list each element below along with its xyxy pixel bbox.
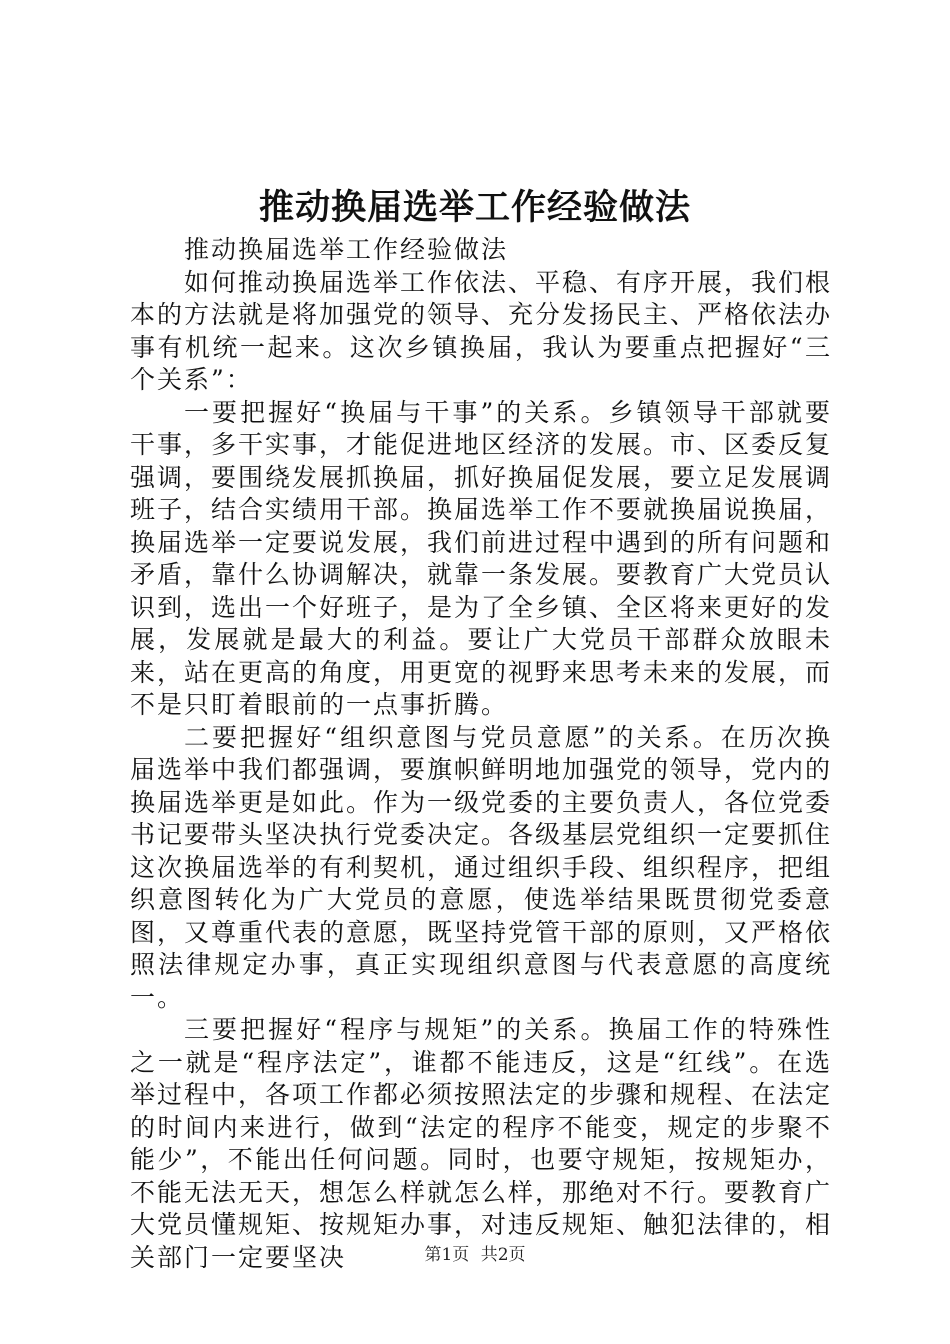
page-footer	[0, 1243, 950, 1267]
paragraph-point-three: 三要把握好“程序与规矩”的关系。换届工作的特殊性之一就是“程序法定”，谁都不能违反，这是“红线”。在选举过程中，各项工作都必须按照法定的步骤和规程、在法定的时间内来进行，做到“法定的程序不能变，规定的步聚不能少”，不能出任何问题。同时，也要守规矩，按规矩办，不能无法无天，想怎么样就怎么样，那绝对不行。要教育广大党员懂规矩、按规矩办事，对违反规矩、触犯法律的，相关部门一定要坚决	[130, 1015, 833, 1272]
document-title: 推动换届选举工作经验做法	[258, 187, 691, 228]
document-body	[130, 234, 832, 1274]
paragraph-subtitle: 推动换届选举工作经验做法	[184, 235, 509, 264]
paragraph-intro: 如何推动换届选举工作依法、平稳、有序开展，我们根本的方法就是将加强党的领导、充分发扬民主、严格依法办事有机统一起来。这次乡镇换届，我认为要重点把握好“三个关系”：	[130, 267, 833, 394]
page-total: 共2页	[480, 1245, 526, 1265]
page-number: 第1页	[424, 1245, 470, 1265]
paragraph-point-one: 一要把握好“换届与干事”的关系。乡镇领导干部就要干事，多干实事，才能促进地区经济的发展。市、区委反复强调，要围绕发展抓换届，抓好换届促发展，要立足发展调班子，结合实绩用干部。换届选举工作不要就换届说换届，换届选举一定要说发展，我们前进过程中遇到的所有问题和矛盾，靠什么协调解决，就靠一条发展。要教育广大党员认识到，选出一个好班子，是为了全乡镇、全区将来更好的发展，发展就是最大的利益。要让广大党员干部群众放眼未来，站在更高的角度，用更宽的视野来思考未来的发展，而不是只盯着眼前的一点事折腾。	[130, 397, 833, 719]
paragraph-point-two: 二要把握好“组织意图与党员意愿”的关系。在历次换届选举中我们都强调，要旗帜鲜明地加强党的领导，党内的换届选举更是如此。作为一级党委的主要负责人，各位党委书记要带头坚决执行党委决定。各级基层党组织一定要抓住这次换届选举的有利契机，通过组织手段、组织程序，把组织意图转化为广大党员的意愿，使选举结果既贯彻党委意图，又尊重代表的意愿，既坚持党管干部的原则，又严格依照法律规定办事，真正实现组织意图与代表意愿的高度统一。	[130, 722, 833, 1012]
